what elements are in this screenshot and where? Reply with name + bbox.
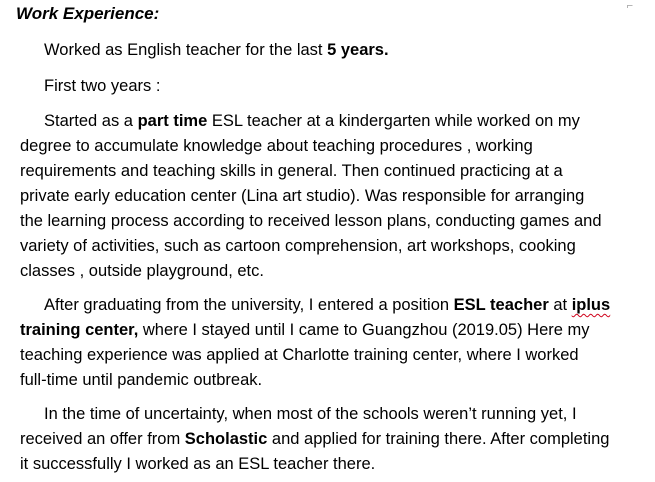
bold-run: part time bbox=[137, 112, 208, 130]
text-line bbox=[20, 427, 645, 452]
text-run: where I stayed until I came to Guangzhou (2019.05) Here my bbox=[138, 321, 590, 339]
text-line: requirements and teaching skills in general. Then continued practicing at a bbox=[20, 162, 563, 180]
text-line bbox=[20, 293, 645, 318]
text-run: Started as a bbox=[44, 112, 138, 130]
bold-run: ESL teacher bbox=[453, 296, 549, 314]
section-heading: Work Experience: bbox=[16, 4, 160, 23]
paragraph-after-graduation bbox=[20, 293, 645, 393]
text-line: First two years : bbox=[44, 77, 161, 95]
text-run: After graduating from the university, I entered a position bbox=[44, 296, 454, 314]
text-line bbox=[20, 38, 645, 63]
spellcheck-flagged-word[interactable]: iplus bbox=[571, 296, 611, 314]
text-run: ESL teacher at a kindergarten while worked on my bbox=[207, 112, 580, 130]
text-run: received an offer from bbox=[20, 430, 185, 448]
text-line: private early education center (Lina art studio). Was responsible for arranging bbox=[20, 187, 585, 205]
text-line: degree to accumulate knowledge about teaching procedures , working bbox=[20, 137, 533, 155]
text-line: teaching experience was applied at Charlotte training center, where I worked bbox=[20, 346, 579, 364]
paragraph-summary bbox=[20, 38, 645, 63]
text-run: and applied for training there. After completing bbox=[267, 430, 610, 448]
bold-run: training center, bbox=[20, 321, 139, 339]
text-line: In the time of uncertainty, when most of the schools weren’t running yet, I bbox=[44, 405, 577, 423]
paragraph-scholastic bbox=[20, 402, 645, 477]
text-run: at bbox=[548, 296, 572, 314]
text-run: Worked as English teacher for the last bbox=[44, 41, 328, 59]
bold-run: 5 years. bbox=[327, 41, 389, 59]
page-corner-mark: ⌐ bbox=[626, 0, 633, 12]
text-line: the learning process according to received lesson plans, conducting games and bbox=[20, 212, 602, 230]
text-line: variety of activities, such as cartoon comprehension, art workshops, cooking bbox=[20, 237, 576, 255]
text-line bbox=[20, 109, 645, 134]
bold-run: Scholastic bbox=[184, 430, 268, 448]
text-line bbox=[20, 318, 645, 343]
text-line: it successfully I worked as an ESL teacher there. bbox=[20, 455, 376, 473]
paragraph-first-two-years bbox=[20, 74, 645, 99]
paragraph-early-experience bbox=[20, 109, 645, 284]
text-line: full-time until pandemic outbreak. bbox=[20, 371, 263, 389]
text-line: classes , outside playground, etc. bbox=[20, 262, 264, 280]
